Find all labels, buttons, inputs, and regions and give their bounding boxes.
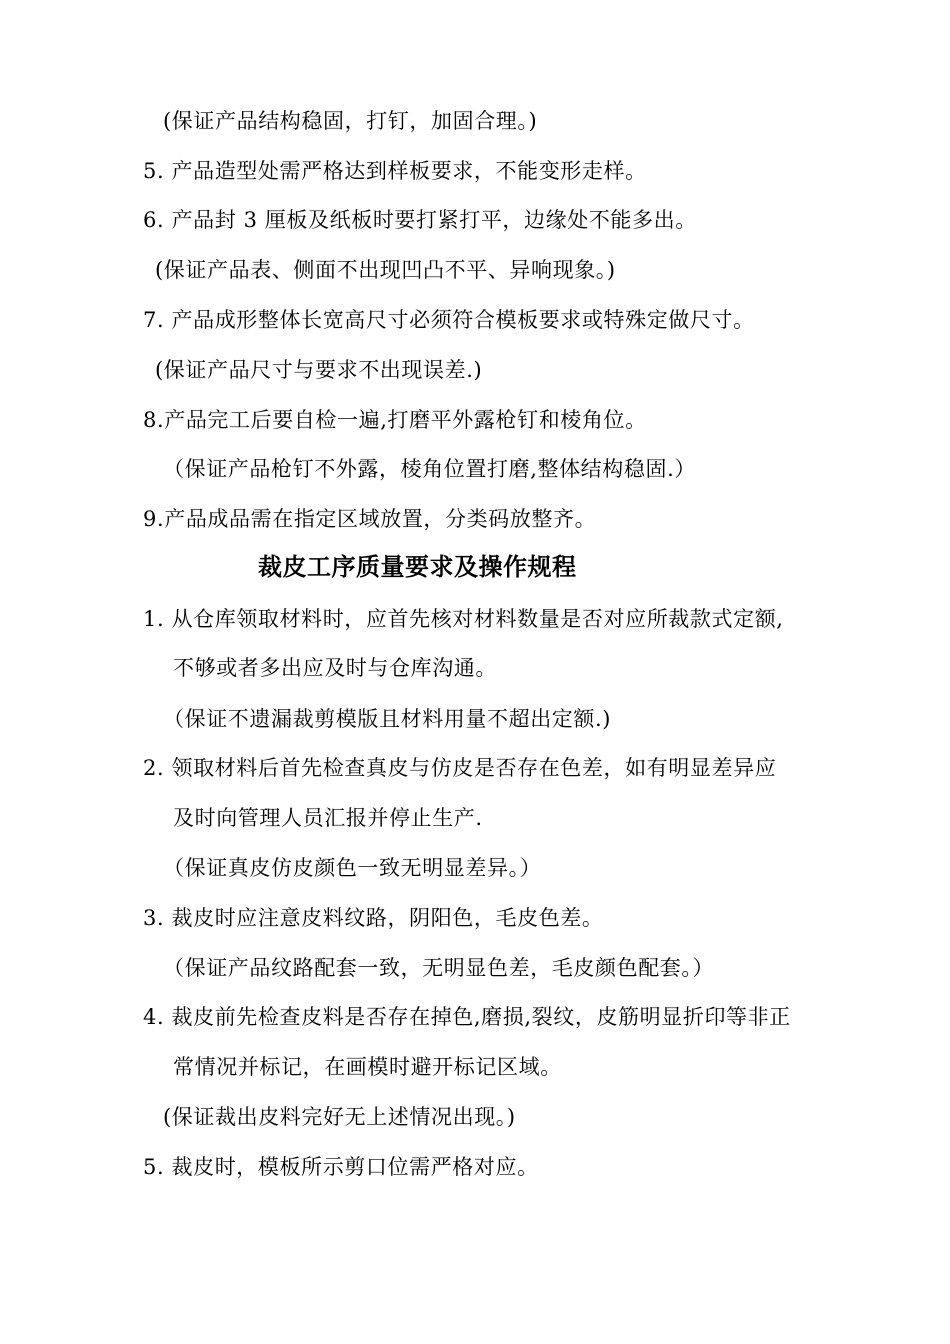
list-item-8: 8.产品完工后要自检一遍,打磨平外露枪钉和棱角位。 <box>143 408 647 432</box>
cut-item-1-line1: 1. 从仓库领取材料时，应首先核对材料数量是否对应所裁款式定额, <box>143 607 784 631</box>
note-item-7: (保证产品尺寸与要求不出现误差.) <box>155 358 483 382</box>
list-item-5: 5. 产品造型处需严格达到样板要求，不能变形走样。 <box>143 159 647 183</box>
list-item-9: 9.产品成品需在指定区域放置，分类码放整齐。 <box>143 507 597 531</box>
cut-note-3: （保证产品纹路配套一致，无明显色差，毛皮颜色配套。） <box>163 956 715 980</box>
list-item-7: 7. 产品成形整体长宽高尺寸必须符合模板要求或特殊定做尺寸。 <box>143 308 755 332</box>
cut-item-2-line1: 2. 领取材料后首先检查真皮与仿皮是否存在色差，如有明显差异应 <box>143 756 777 780</box>
cut-note-1: （保证不遗漏裁剪模版且材料用量不超出定额.) <box>163 707 612 731</box>
list-item-6: 6. 产品封 3 厘板及纸板时要打紧打平，边缘处不能多出。 <box>143 208 697 232</box>
note-item-8: （保证产品枪钉不外露，棱角位置打磨,整体结构稳固.） <box>163 457 696 481</box>
cut-item-3: 3. 裁皮时应注意皮料纹路，阴阳色，毛皮色差。 <box>143 906 604 930</box>
cut-item-4-line1: 4. 裁皮前先检查皮料是否存在掉色,磨损,裂纹，皮筋明显折印等非正 <box>143 1005 791 1029</box>
cut-note-4: (保证裁出皮料完好无上述情况出现。) <box>163 1105 516 1129</box>
cut-item-2-line2: 及时向管理人员汇报并停止生产. <box>173 806 483 830</box>
note-item-6: (保证产品表、侧面不出现凹凸不平、异响现象。) <box>155 258 616 282</box>
cut-item-1-line2: 不够或者多出应及时与仓库沟通。 <box>173 656 497 680</box>
section-title: 裁皮工序质量要求及操作规程 <box>258 553 577 581</box>
note-structure: (保证产品结构稳固，打钉，加固合理。) <box>163 109 538 133</box>
cut-item-5: 5. 裁皮时，模板所示剪口位需严格对应。 <box>143 1155 539 1179</box>
cut-note-2: （保证真皮仿皮颜色一致无明显差异。） <box>163 856 542 880</box>
cut-item-4-line2: 常情况并标记，在画模时避开标记区域。 <box>173 1055 562 1079</box>
